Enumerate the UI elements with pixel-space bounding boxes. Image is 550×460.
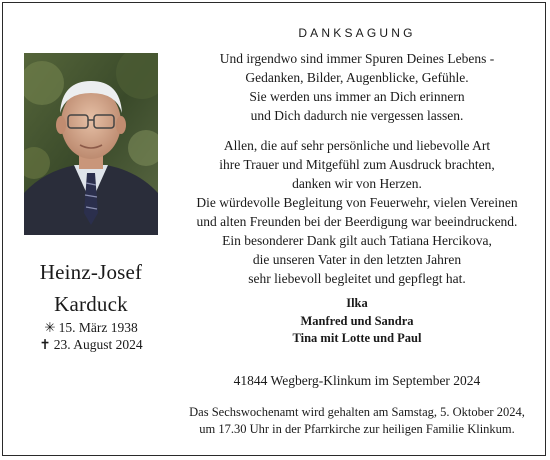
first-name: Heinz-Josef xyxy=(39,260,143,284)
thanks-line: ihre Trauer und Mitgefühl zum Ausdruck brachten, xyxy=(219,157,495,172)
birth-date-line xyxy=(0,320,182,336)
verse-line: und Dich dadurch nie vergessen lassen. xyxy=(250,108,464,123)
portrait-photo xyxy=(24,53,158,235)
signatures xyxy=(172,295,542,348)
thanks-line: danken wir von Herzen. xyxy=(292,176,422,191)
last-name: Karduck xyxy=(54,292,128,316)
thanks-line: Die würdevolle Begleitung von Feuerwehr, vielen Vereinen xyxy=(196,195,518,210)
thanks-line: Ein besonderer Dank gilt auch Tatiana Hercikova, xyxy=(222,233,492,248)
notice-heading: DANKSAGUNG xyxy=(298,26,416,40)
thanks-line: und alten Freunden bei der Beerdigung war beeindruckend. xyxy=(196,214,518,229)
intro-verse xyxy=(172,49,542,125)
cross-icon: ✝ xyxy=(39,337,51,352)
signature-line: Manfred und Sandra xyxy=(300,313,414,328)
thanks-line: Allen, die auf sehr persönliche und liebevolle Art xyxy=(223,138,491,153)
verse-line: Sie werden uns immer an Dich erinnern xyxy=(249,89,465,104)
signature-line: Ilka xyxy=(346,296,368,310)
verse-line: Gedanken, Bilder, Augenblicke, Gefühle. xyxy=(245,70,469,85)
funeral-line: um 17.30 Uhr in der Pfarrkirche zur heiligen Familie Klinkum. xyxy=(199,422,515,436)
verse-line: Und irgendwo sind immer Spuren Deines Lebens - xyxy=(219,51,495,66)
thanks-line: sehr liebevoll begleitet und gepflegt hat. xyxy=(248,271,466,286)
death-date: 23. August 2024 xyxy=(53,337,143,352)
birth-date: 15. März 1938 xyxy=(58,320,138,335)
thanks-text xyxy=(172,136,542,288)
signature-line: Tina mit Lotte und Paul xyxy=(292,331,422,345)
birth-star-icon: ✳ xyxy=(44,320,56,335)
thanks-line: die unseren Vater in den letzten Jahren xyxy=(252,252,462,267)
place-date: 41844 Wegberg-Klinkum im September 2024 xyxy=(233,373,481,388)
funeral-line: Das Sechswochenamt wird gehalten am Samstag, 5. Oktober 2024, xyxy=(189,405,525,419)
funeral-info xyxy=(172,404,542,438)
death-date-line xyxy=(0,337,182,353)
